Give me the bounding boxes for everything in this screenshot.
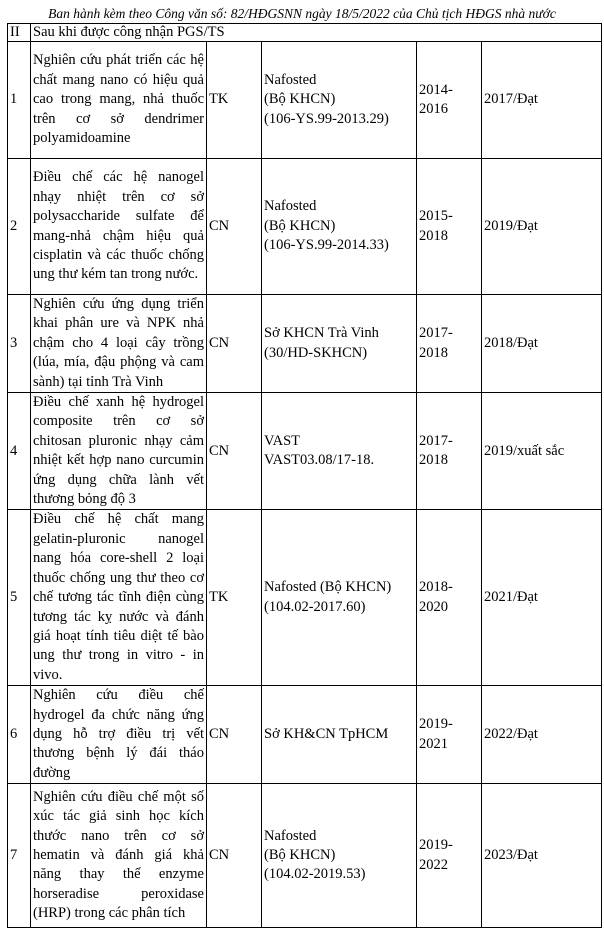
row-number: 1 bbox=[8, 42, 31, 159]
project-result: 2017/Đạt bbox=[482, 42, 602, 159]
project-funder: Nafosted (Bộ KHCN) (104.02-2017.60) bbox=[262, 510, 417, 686]
table-row bbox=[8, 295, 602, 393]
project-title: Nghiên cứu phát triển các hệ chất mang nano có hiệu quả cao trong mang, nhả thuốc trên cơ sở dendrimer polyamidoamine bbox=[31, 42, 207, 159]
project-role: TK bbox=[207, 42, 262, 159]
project-role: TK bbox=[207, 510, 262, 686]
research-projects-table bbox=[7, 23, 602, 928]
project-years: 2015- 2018 bbox=[417, 159, 482, 295]
project-years: 2017- 2018 bbox=[417, 295, 482, 393]
project-result: 2023/Đạt bbox=[482, 784, 602, 928]
project-funder: VAST VAST03.08/17-18. bbox=[262, 393, 417, 510]
row-number: 7 bbox=[8, 784, 31, 928]
project-role: CN bbox=[207, 784, 262, 928]
section-number: II bbox=[8, 24, 31, 42]
project-funder: Sở KH&CN TpHCM bbox=[262, 686, 417, 784]
table-row bbox=[8, 159, 602, 295]
section-row bbox=[8, 24, 602, 42]
project-result: 2022/Đạt bbox=[482, 686, 602, 784]
project-years: 2019- 2021 bbox=[417, 686, 482, 784]
project-funder: Nafosted (Bộ KHCN) (106-YS.99-2014.33) bbox=[262, 159, 417, 295]
project-title: Điều chế xanh hệ hydrogel composite trên cơ sở chitosan pluronic nhạy cảm nhiệt kết hợp nano curcumin ứng dụng chữa lành vết thương bỏng độ 3 bbox=[31, 393, 207, 510]
project-years: 2017- 2018 bbox=[417, 393, 482, 510]
project-role: CN bbox=[207, 393, 262, 510]
project-title: Điều chế các hệ nanogel nhạy nhiệt trên cơ sở polysaccharide sulfate để mang-nhả chậm hiệu quả cisplatin và các thuốc chống ung thư kém tan trong nước. bbox=[31, 159, 207, 295]
project-funder: Nafosted (Bộ KHCN) (104.02-2019.53) bbox=[262, 784, 417, 928]
row-number: 2 bbox=[8, 159, 31, 295]
project-result: 2018/Đạt bbox=[482, 295, 602, 393]
project-result: 2019/xuất sắc bbox=[482, 393, 602, 510]
project-funder: Sở KHCN Trà Vinh (30/HD-SKHCN) bbox=[262, 295, 417, 393]
project-years: 2019- 2022 bbox=[417, 784, 482, 928]
table-row bbox=[8, 784, 602, 928]
row-number: 5 bbox=[8, 510, 31, 686]
table-row bbox=[8, 510, 602, 686]
project-title: Nghiên cứu ứng dụng triển khai phân ure và NPK nhả chậm cho 4 loại cây trồng (lúa, mía, đậu phộng và cam sành) tại tỉnh Trà Vinh bbox=[31, 295, 207, 393]
table-row bbox=[8, 42, 602, 159]
project-years: 2014- 2016 bbox=[417, 42, 482, 159]
row-number: 4 bbox=[8, 393, 31, 510]
project-role: CN bbox=[207, 295, 262, 393]
table-row bbox=[8, 686, 602, 784]
document-header: Ban hành kèm theo Công văn số: 82/HĐGSNN ngày 18/5/2022 của Chủ tịch HĐGS nhà nước bbox=[48, 6, 556, 21]
row-number: 3 bbox=[8, 295, 31, 393]
project-role: CN bbox=[207, 686, 262, 784]
section-title: Sau khi được công nhận PGS/TS bbox=[31, 24, 602, 42]
row-number: 6 bbox=[8, 686, 31, 784]
project-result: 2019/Đạt bbox=[482, 159, 602, 295]
project-result: 2021/Đạt bbox=[482, 510, 602, 686]
project-funder: Nafosted (Bộ KHCN) (106-YS.99-2013.29) bbox=[262, 42, 417, 159]
project-years: 2018- 2020 bbox=[417, 510, 482, 686]
project-role: CN bbox=[207, 159, 262, 295]
project-title: Nghiên cứu điều chế hydrogel đa chức năng ứng dụng hỗ trợ điều trị vết thương bệnh lý đái tháo đường bbox=[31, 686, 207, 784]
project-title: Điều chế hệ chất mang gelatin-pluronic nanogel nang hóa core-shell 2 loại thuốc chống ung thư theo cơ chế tương tác tĩnh điện cùng tương tác kỵ nước và đánh giá hoạt tính tiêu diệt tế bào ung thư trong in vitro - in vivo. bbox=[31, 510, 207, 686]
table-row bbox=[8, 393, 602, 510]
project-title: Nghiên cứu điều chế một số xúc tác giả sinh học kích thước nano trên cơ sở hematin và đánh giá khả năng thay thế enzyme horseradise peroxidase (HRP) trong các phân tích bbox=[31, 784, 207, 928]
